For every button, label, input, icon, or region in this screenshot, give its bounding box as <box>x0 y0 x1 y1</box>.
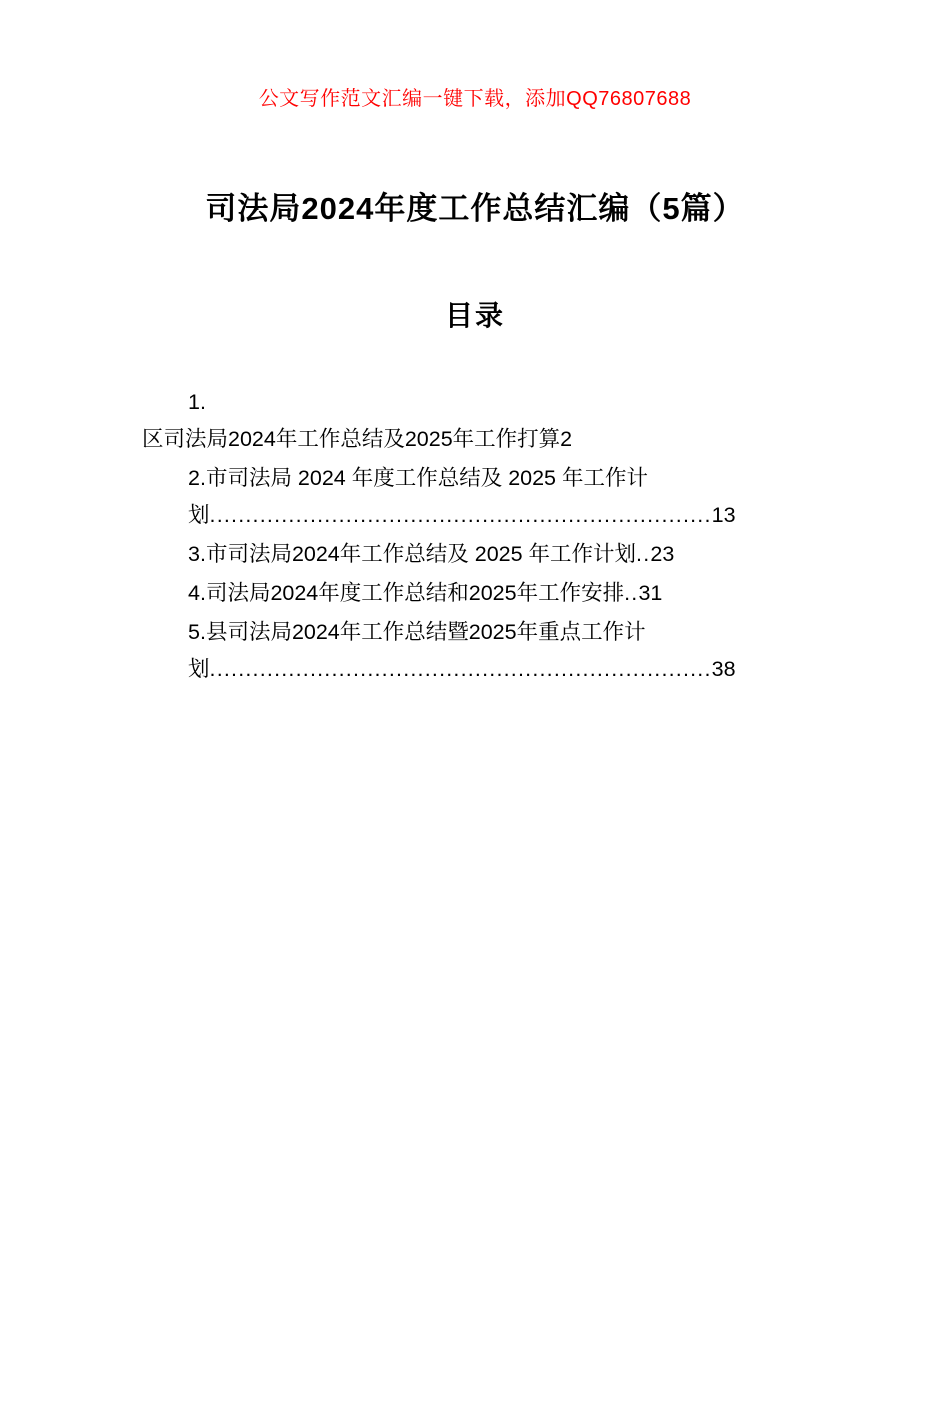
document-page <box>0 82 950 1426</box>
toc-entry-5-title: 县司法局2024年工作总结暨2025年重点工作计划 <box>188 619 646 681</box>
watermark-advertisement: 公文写作范文汇编一键下载，添加QQ76807688 <box>258 88 692 110</box>
toc-entry-2-page: 13 <box>711 502 736 527</box>
toc-entry-4-title: 司法局2024年度工作总结和2025年工作安排 <box>205 580 625 605</box>
toc-entry-2[interactable] <box>130 460 820 534</box>
toc-entry-3[interactable] <box>130 536 820 573</box>
toc-entry-2-dots: ...................................................................... <box>209 502 712 527</box>
toc-entry-3-page: 23 <box>650 541 675 566</box>
table-of-contents-heading: 目录 <box>444 300 505 331</box>
toc-entry-3-title: 市司法局2024年工作总结及 2025 年工作计划 <box>205 541 637 566</box>
toc-entry-1-number: 1. <box>188 390 206 414</box>
page-title: 司法局2024年度工作总结汇编（5篇） <box>205 191 745 226</box>
toc-entry-5-number: 5. <box>188 619 206 644</box>
toc-entry-5[interactable] <box>130 614 820 688</box>
toc-entry-4[interactable] <box>130 575 820 612</box>
toc-entry-5-page: 38 <box>711 656 736 681</box>
toc-entry-4-number: 4. <box>188 580 206 605</box>
toc-entry-3-dots: .. <box>636 541 651 566</box>
toc-entry-1-page: 2 <box>560 426 573 451</box>
table-of-contents <box>130 384 820 688</box>
toc-entry-5-dots: ...................................................................... <box>209 656 712 681</box>
toc-entry-4-dots: .. <box>624 580 639 605</box>
toc-entry-1-title-text: 区司法局2024年工作总结及2025年工作打算 <box>142 426 561 451</box>
toc-entry-2-title: 市司法局 2024 年度工作总结及 2025 年工作计划 <box>188 465 648 527</box>
toc-entry-1-title <box>130 421 820 458</box>
toc-entry-1[interactable] <box>130 384 820 458</box>
toc-entry-3-number: 3. <box>188 541 206 566</box>
toc-entry-2-number: 2. <box>188 465 206 490</box>
toc-entry-4-page: 31 <box>638 580 663 605</box>
